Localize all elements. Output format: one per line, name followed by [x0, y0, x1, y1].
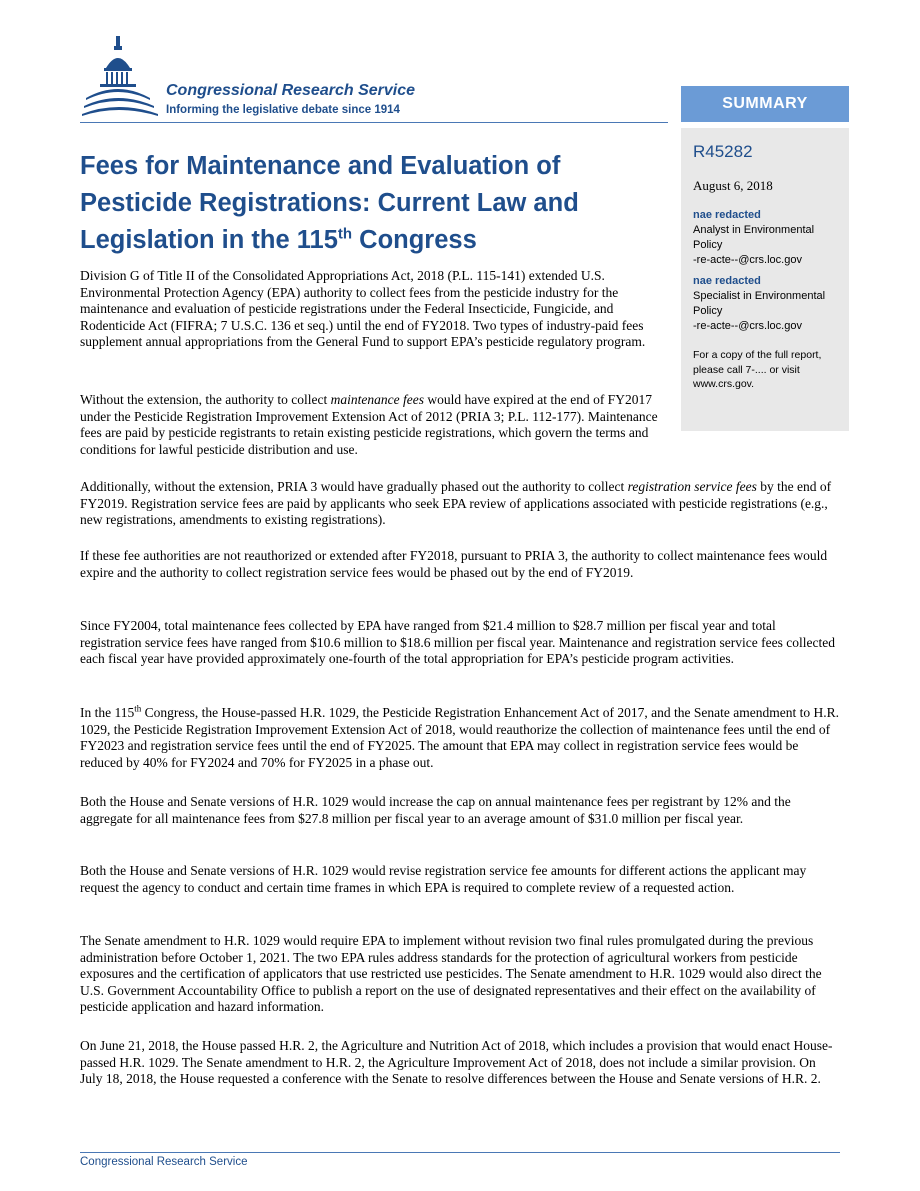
- summary-paragraph: [80, 392, 670, 458]
- copy-note-line: For a copy of the full report,: [693, 349, 822, 361]
- summary-paragraph: If these fee authorities are not reauthorized or extended after FY2018, pursuant to PRIA 3, the authority to collect maintenance fees would expire and the authority to collect registration service fees would be phased out by the end of FY2019.: [80, 548, 828, 580]
- header-divider: [80, 122, 668, 123]
- summary-paragraph: Both the House and Senate versions of H.R. 1029 would increase the cap on annual maintenance fees per registrant by 12% and the aggregate for all maintenance fees from $27.8 million per fiscal year to an average amount of $31.0 million per fiscal year.: [80, 794, 791, 826]
- summary-paragraph: Both the House and Senate versions of H.R. 1029 would revise registration service fee amounts for different actions the applicant may request the agency to conduct and certain time frames in which EPA is required to complete review of a requested action.: [80, 863, 807, 895]
- text-run: Congress, the House-passed H.R. 1029, the Pesticide Registration Enhancement Act of 2017, and the Senate amendment to H.R. 1029, the Pesticide Registration Improvement Extension Act of 2018, would reauthorize the collection of maintenance fees until the end of FY2023 and registration service fees until the end of FY2025. The amount that EPA may collect in registration service fees would be reduced by 40% for FY2024 and 70% for FY2025 in a phase out.: [80, 705, 840, 770]
- copy-note-line: please call 7-.... or visit: [693, 363, 800, 376]
- author-block: [693, 208, 843, 268]
- emphasis-text: registration service fees: [627, 479, 757, 494]
- emphasis-text: maintenance fees: [330, 392, 424, 407]
- crs-website-link[interactable]: www.crs.gov.: [693, 378, 755, 390]
- author-title: Analyst in Environmental: [693, 224, 815, 236]
- summary-paragraph: Division G of Title II of the Consolidated Appropriations Act, 2018 (P.L. 115-141) extended U.S. Environmental Protection Agency (EPA) authority to collect fees from the pesticide industry for the maintenance and evaluation of pesticide registrations under the Federal Insecticide, Fungicide, and Rodenticide Act (FIFRA; 7 U.S.C. 136 et seq.) until the end of FY2018. Two types of industry-paid fees supplement annual appropriations from the General Fund to support EPA’s pesticide regulatory program.: [80, 268, 646, 349]
- text-run: Without the extension, the authority to collect: [80, 392, 331, 407]
- author-title-cont: Policy: [693, 239, 723, 251]
- org-name: Congressional Research Service: [166, 82, 416, 99]
- summary-paragraph: On June 21, 2018, the House passed H.R. 2, the Agriculture and Nutrition Act of 2018, which includes a provision that would enact House-passed H.R. 1029. The Senate amendment to H.R. 2, the Agriculture Improvement Act of 2018, does not include a similar provision. On July 18, 2018, the House requested a conference with the Senate to resolve differences between the House and Senate versions of H.R. 2.: [80, 1038, 833, 1086]
- footer-divider: [80, 1152, 840, 1153]
- capitol-dome-icon: [80, 34, 160, 122]
- crs-logo: [80, 34, 480, 122]
- copy-note: [693, 348, 843, 392]
- summary-sidebar: [681, 128, 849, 431]
- summary-paragraph: The Senate amendment to H.R. 1029 would require EPA to implement without revision two final rules promulgated during the previous administration before October 1, 2021. The two EPA rules address standards for the protection of agricultural workers from pesticide exposures and the certification of applicators that use restricted use pesticides. The Senate amendment to H.R. 1029 would also direct the U.S. Government Accountability Office to publish a report on the use of designated representatives and their effect on the availability of pesticide application and hazard information.: [80, 933, 822, 1014]
- org-tagline: Informing the legislative debate since 1914: [166, 104, 400, 116]
- footer-text: Congressional Research Service: [80, 1156, 248, 1168]
- author-name: nae redacted: [693, 275, 761, 287]
- title-superscript: th: [337, 225, 353, 243]
- author-title: Specialist in Environmental: [693, 290, 826, 302]
- title-line: Legislation in the 115: [80, 226, 338, 254]
- author-name: nae redacted: [693, 209, 761, 221]
- title-line: Fees for Maintenance and Evaluation of: [80, 152, 561, 180]
- superscript: th: [134, 703, 142, 714]
- text-run: In the 115: [80, 705, 135, 720]
- text-run: would have expired at the end of FY2017 under the Pesticide Registration Improvement Extension Act of 2012 (PRIA 3; P.L. 112-177). Maintenance fees are paid by pesticide registrants to retain existing pesticide registrations, which govern the terms and conditions for lawful pesticide distribution and use.: [80, 392, 658, 457]
- report-date: August 6, 2018: [693, 178, 773, 193]
- title-line-end: Congress: [352, 226, 477, 254]
- title-line: Pesticide Registrations: Current Law and: [80, 189, 579, 217]
- text-run: Additionally, without the extension, PRIA 3 would have gradually phased out the authority to collect: [80, 479, 628, 494]
- report-title: [80, 148, 660, 259]
- summary-paragraph: Since FY2004, total maintenance fees collected by EPA have ranged from $21.4 million to $28.7 million per fiscal year and total registration service fees have ranged from $10.6 million to $18.6 million per fiscal year. Maintenance and registration service fees collected each fiscal year have provided approximately one-fourth of the total appropriation for EPA’s pesticide program activities.: [80, 618, 835, 666]
- text-run: by the end of FY2019. Registration service fees are paid by applicants who seek EPA review of applications associated with pesticide registrations (e.g., new registrations, amendments to existing registrations).: [80, 479, 832, 527]
- author-email[interactable]: -re-acte--@crs.loc.gov: [693, 320, 802, 332]
- report-number: R45282: [693, 142, 753, 161]
- author-block: [693, 274, 843, 334]
- summary-paragraph: [80, 479, 840, 529]
- author-email[interactable]: -re-acte--@crs.loc.gov: [693, 254, 802, 266]
- summary-tab: SUMMARY: [681, 86, 849, 122]
- summary-paragraph: [80, 705, 840, 771]
- author-title-cont: Policy: [693, 305, 723, 317]
